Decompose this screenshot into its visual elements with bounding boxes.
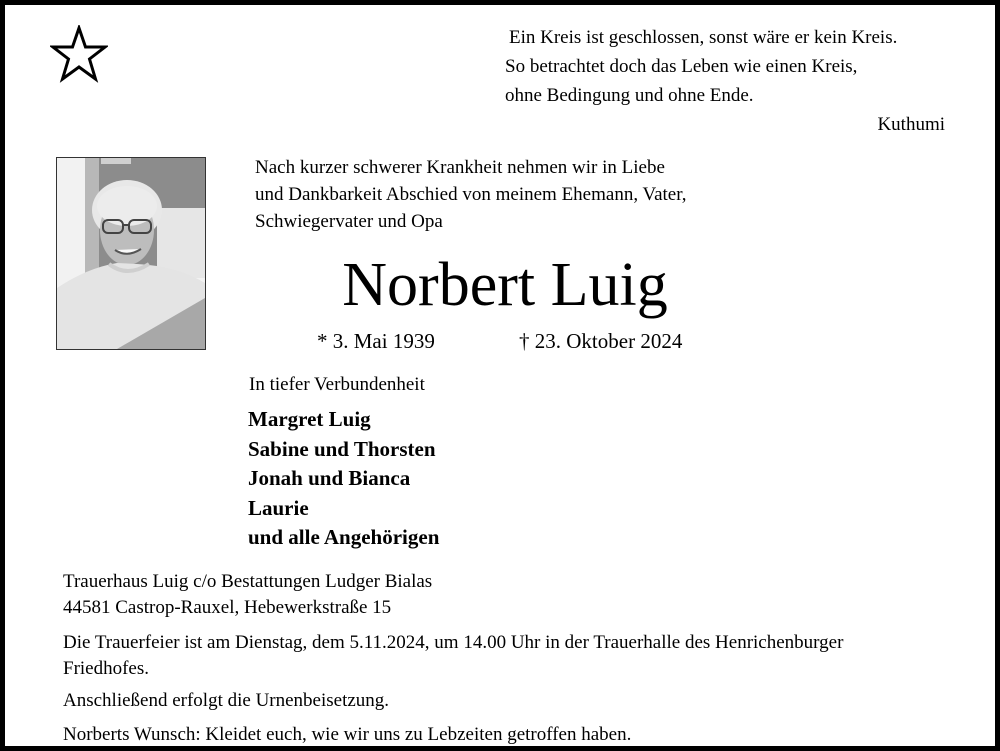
quote-line: So betrachtet doch das Leben wie einen Kreis, <box>505 56 858 77</box>
quote-line: ohne Bedingung und ohne Ende. <box>505 85 754 106</box>
intro-text <box>255 154 815 235</box>
mourner-name: Jonah und Bianca <box>248 466 411 490</box>
quote-line: Ein Kreis ist geschlossen, sonst wäre er kein Kreis. <box>509 27 898 48</box>
portrait-image <box>57 158 205 349</box>
dress-wish: Norberts Wunsch: Kleidet euch, wie wir uns zu Lebzeiten getroffen haben. <box>63 724 632 745</box>
mourners-intro: In tiefer Verbundenheit <box>249 374 425 395</box>
ceremony-line: Die Trauerfeier ist am Dienstag, dem 5.11.2024, um 14.00 Uhr in der Trauerhalle des Henrichenburger <box>63 632 844 653</box>
ceremony-line: Friedhofes. <box>63 658 150 679</box>
intro-line: Schwiegervater und Opa <box>255 211 443 232</box>
mourner-name: Sabine und Thorsten <box>248 436 436 461</box>
urn-burial-info: Anschließend erfolgt die Urnenbeisetzung. <box>63 690 390 711</box>
mourners-list <box>248 405 439 553</box>
birth-date: * 3. Mai 1939 <box>317 329 435 353</box>
funeral-ceremony-info <box>63 630 963 682</box>
mourning-house-address <box>63 569 963 621</box>
death-date: † 23. Oktober 2024 <box>519 329 683 353</box>
mourner-name: Margret Luig <box>248 407 371 431</box>
quote-author: Kuthumi <box>877 114 945 135</box>
deceased-name: Norbert Luig <box>342 251 668 319</box>
address-line: 44581 Castrop-Rauxel, Hebewerkstraße 15 <box>63 597 392 618</box>
mourner-name: Laurie <box>248 495 309 520</box>
portrait-photo <box>56 157 206 350</box>
intro-line: Nach kurzer schwerer Krankheit nehmen wir in Liebe <box>255 157 665 178</box>
intro-line: und Dankbarkeit Abschied von meinem Ehemann, Vater, <box>255 184 687 205</box>
star-icon <box>50 25 108 85</box>
address-line: Trauerhaus Luig c/o Bestattungen Ludger Bialas <box>63 571 433 592</box>
mourner-name: und alle Angehörigen <box>248 525 440 549</box>
quote-block <box>505 23 945 139</box>
